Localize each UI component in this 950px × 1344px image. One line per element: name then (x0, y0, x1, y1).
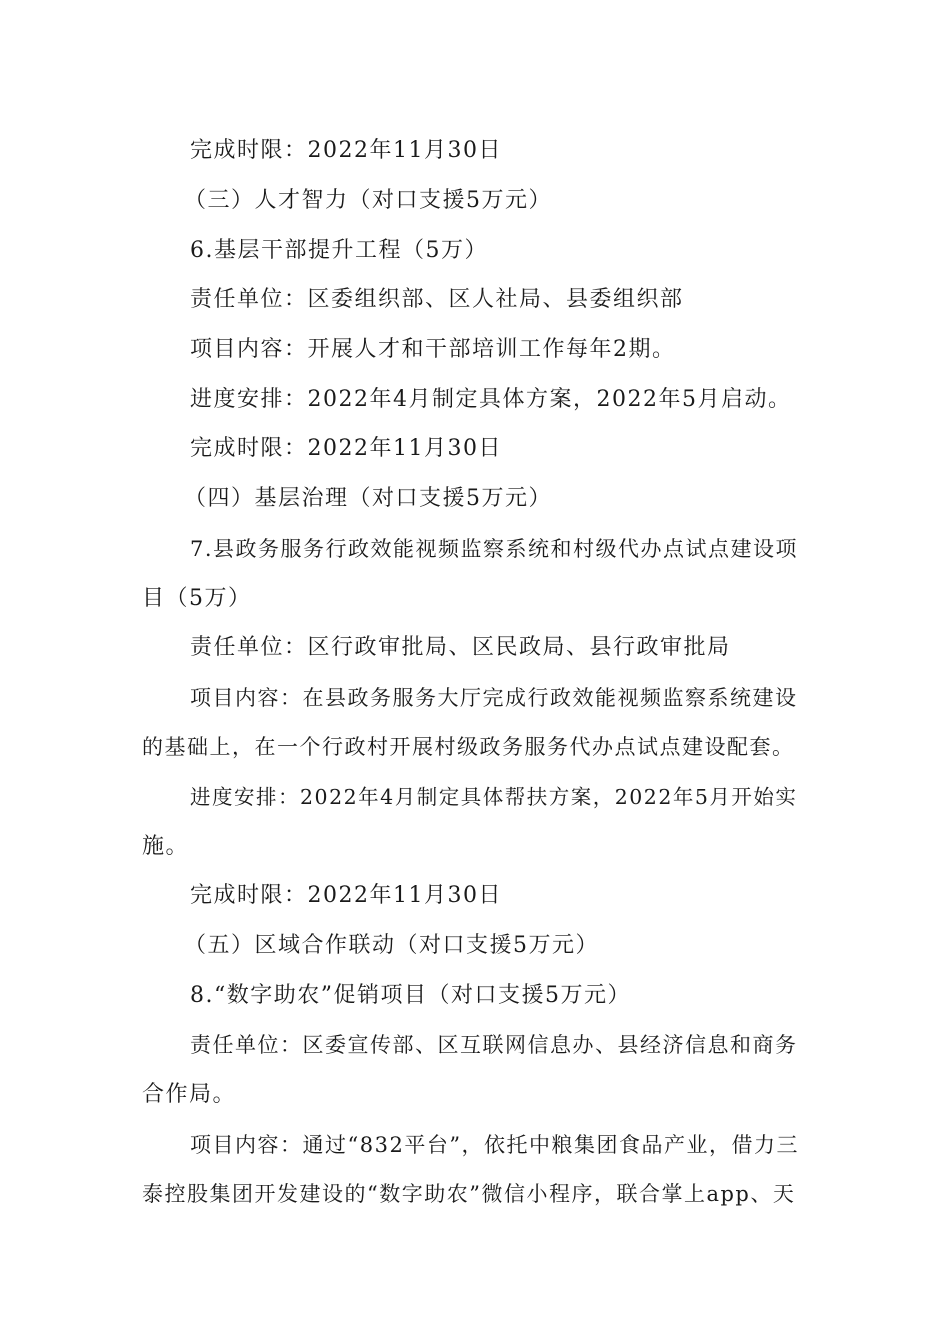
section-heading-3: （三）人才智力（对口支援5万元） (184, 188, 552, 213)
deadline-line: 完成时限：2022年11月30日 (190, 883, 502, 908)
schedule-line: 进度安排：2022年4月制定具体帮扶方案，2022年5月开始实 (190, 785, 798, 809)
section-heading-4: （四）基层治理（对口支援5万元） (184, 486, 552, 511)
responsible-unit-line: 责任单位：区行政审批局、区民政局、县行政审批局 (190, 635, 731, 660)
schedule-cont: 施。 (142, 834, 190, 859)
schedule-line: 进度安排：2022年4月制定具体方案，2022年5月启动。 (190, 387, 792, 412)
project-content-cont: 泰控股集团开发建设的“数字助农”微信小程序，联合掌上app、天 (142, 1182, 796, 1206)
project-content-line: 项目内容：开展人才和干部培训工作每年2期。 (190, 337, 676, 362)
project-content-line: 项目内容：在县政务服务大厅完成行政效能视频监察系统建设 (190, 686, 798, 710)
project-title-7-cont: 目（5万） (142, 586, 252, 611)
project-title-8: 8.“数字助农”促销项目（对口支援5万元） (190, 983, 631, 1008)
project-title-6: 6.基层干部提升工程（5万） (190, 238, 488, 263)
responsible-unit-line: 责任单位：区委组织部、区人社局、县委组织部 (190, 287, 684, 312)
deadline-line: 完成时限：2022年11月30日 (190, 436, 502, 461)
responsible-unit-cont: 合作局。 (142, 1082, 237, 1107)
deadline-line: 完成时限：2022年11月30日 (190, 138, 502, 163)
project-title-7: 7.县政务服务行政效能视频监察系统和村级代办点试点建设项 (190, 537, 799, 561)
project-content-line: 项目内容：通过“832平台”，依托中粮集团食品产业，借力三 (190, 1133, 800, 1157)
responsible-unit-line: 责任单位：区委宣传部、区互联网信息办、县经济信息和商务 (190, 1033, 798, 1057)
section-heading-5: （五）区域合作联动（对口支援5万元） (184, 933, 599, 958)
project-content-cont: 的基础上，在一个行政村开展村级政务服务代办点试点建设配套。 (142, 735, 795, 759)
